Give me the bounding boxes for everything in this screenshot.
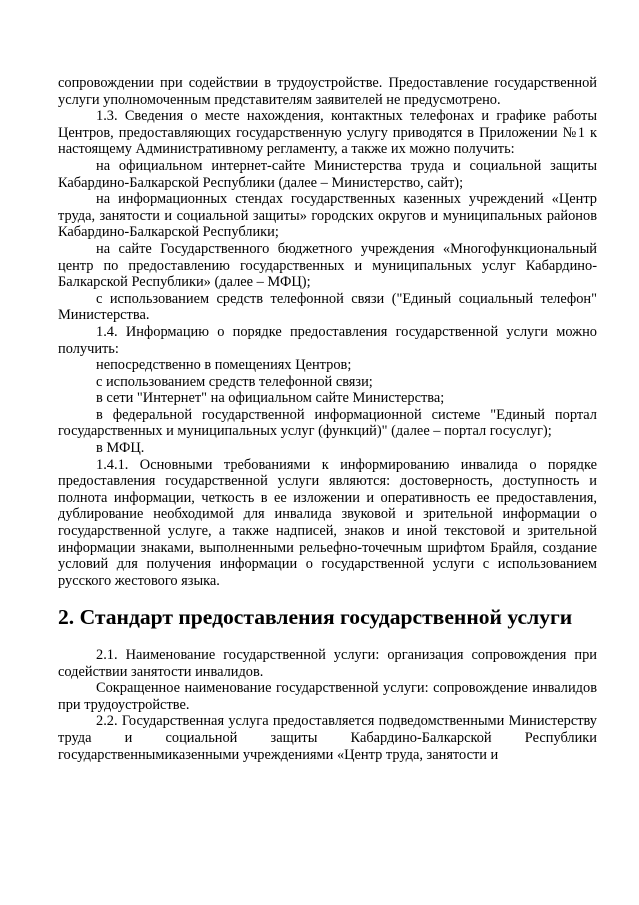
- paragraph: 2.2. Государственная услуга предоставляется подведомственными Министерству труда и социальной защиты Кабардино-Балкарской Республики государственнымиказенными учреждениями «Центр труда, занятости и: [58, 713, 597, 763]
- paragraph: в федеральной государственной информационной системе "Единый портал государственных и муниципальных услуг (функций)" (далее – портал госуслуг);: [58, 406, 597, 440]
- section-heading: 2. Стандарт предоставления государственной услуги: [58, 605, 573, 630]
- paragraph: в сети "Интернет" на официальном сайте Министерства;: [96, 390, 445, 407]
- paragraph: на информационных стендах государственных казенных учреждений «Центр труда, занятости и социальной защиты» городских округов и муниципальных районов Кабардино-Балкарской Республики;: [58, 191, 597, 241]
- paragraph: 2.1. Наименование государственной услуги: организация сопровождения при содействии занятости инвалидов.: [58, 647, 597, 680]
- paragraph: 1.4. Информацию о порядке предоставления государственной услуги можно получить:: [58, 323, 597, 357]
- paragraph: Сокращенное наименование государственной услуги: сопровождение инвалидов при трудоустройстве.: [58, 680, 597, 713]
- paragraph: 1.4.1. Основными требованиями к информированию инвалида о порядке предоставления государственной услуги являются: достоверность, доступность и полнота информации, четкость в ее изложении и оперативность ее предоставления, дублирование необходимой для инвалида звуковой и зрительной информации о государственной услуге, а также надписей, знаков и иной текстовой и зрительной информации знаками, выполненными рельефно-точечным шрифтом Брайля, создание условий для получения информации о государственной услуги с использованием русского жестового языка.: [58, 456, 597, 589]
- paragraph: на сайте Государственного бюджетного учреждения «Многофункциональный центр по предоставлению государственных и муниципальных услуг Кабардино-Балкарской Республики» (далее – МФЦ);: [58, 240, 597, 291]
- paragraph: 1.3. Сведения о месте нахождения, контактных телефонах и графике работы Центров, предоставляющих государственную услугу приводятся в Приложении №1 к настоящему Административному регламенту, а также их можно получить:: [58, 108, 597, 158]
- paragraph: с использованием средств телефонной связи;: [96, 373, 373, 390]
- paragraph: на официальном интернет-сайте Министерства труда и социальной защиты Кабардино-Балкарской Республики (далее – Министерство, сайт);: [58, 157, 597, 191]
- paragraph: сопровождении при содействии в трудоустройстве. Предоставление государственной услуги уполномоченным представителям заявителей не предусмотрено.: [58, 75, 597, 108]
- paragraph: с использованием средств телефонной связи ("Единый социальный телефон" Министерства.: [58, 290, 597, 324]
- paragraph: непосредственно в помещениях Центров;: [96, 357, 352, 374]
- document-page: [58, 75, 597, 763]
- paragraph: в МФЦ.: [96, 440, 145, 457]
